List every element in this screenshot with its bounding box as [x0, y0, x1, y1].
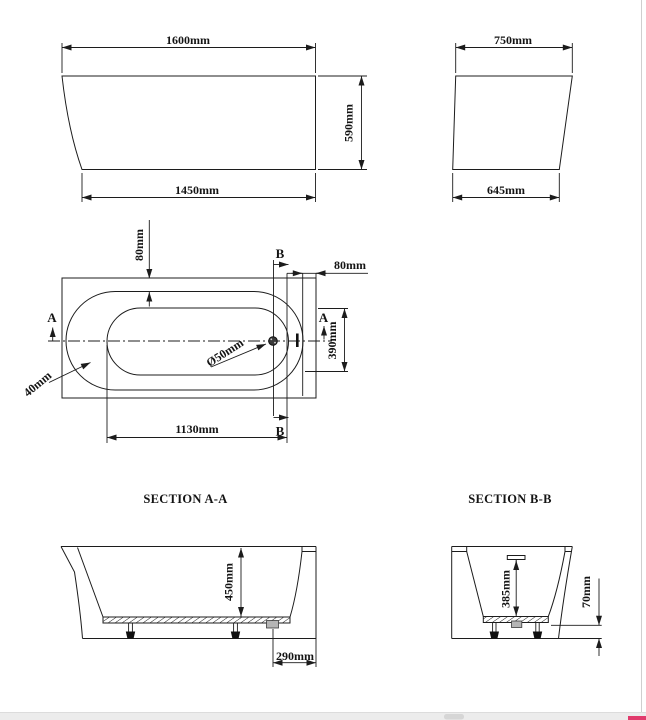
- section-bb-drain-outlet: [512, 621, 522, 628]
- front-width-dimension: [62, 33, 316, 73]
- plan-rim-right-label: 80mm: [334, 258, 366, 272]
- foot-pad: [231, 632, 240, 639]
- section-aa-drain-offset-label: 290mm: [276, 649, 314, 663]
- bottom-scrollbar-track[interactable]: [0, 713, 646, 720]
- section-a-letter-right: A: [318, 310, 329, 325]
- front-width-bottom-label: 1450mm: [175, 183, 219, 197]
- plan-basin-length-dimension: [107, 345, 287, 443]
- plan-rim-top-dimension: [132, 220, 149, 307]
- front-height-dimension: [318, 76, 367, 170]
- overflow-bar: [507, 556, 525, 560]
- section-aa-view: [61, 492, 316, 667]
- front-height-label: 590mm: [341, 104, 356, 142]
- plan-inner-basin: [107, 308, 289, 375]
- plan-footprint-rect: [62, 278, 316, 398]
- plan-drain-diameter-label: Ø50mm: [203, 335, 246, 370]
- section-bb-base-height-dimension: [551, 576, 602, 656]
- accent-bar: [628, 716, 646, 720]
- section-aa-drain-offset-dimension: [273, 629, 316, 667]
- plan-drain-callout: [204, 334, 299, 370]
- drain-highlight-dot: [270, 338, 272, 340]
- plan-wall-thickness-label: 40mm: [20, 368, 55, 400]
- side-tub-outline: [453, 76, 573, 170]
- front-tub-outline: [62, 76, 316, 170]
- section-bb-base-height-label: 70mm: [579, 576, 593, 608]
- foot-pad: [126, 632, 135, 639]
- drain-highlight-dot: [274, 342, 276, 344]
- drain-circle: [269, 337, 278, 346]
- section-b-letter-top: B: [275, 246, 285, 261]
- foot-pad: [490, 632, 499, 639]
- side-elevation-view: [453, 33, 573, 202]
- overflow-marker: [296, 334, 299, 348]
- section-aa-title: SECTION A-A: [143, 492, 228, 506]
- section-a-letter-left: A: [47, 310, 57, 325]
- section-aa-depth-dimension: [222, 548, 242, 617]
- plan-basin-length-label: 1130mm: [175, 422, 219, 436]
- scrollbar-thumb[interactable]: [444, 714, 464, 720]
- section-aa-drain-outlet: [267, 621, 279, 629]
- plan-view: [21, 220, 368, 443]
- plan-basin-width-label: 390mm: [325, 321, 339, 360]
- section-bb-overflow-height-dimension: [499, 561, 517, 617]
- side-width-dimension: [456, 33, 573, 73]
- section-bb-overflow-height-label: 385mm: [498, 570, 513, 608]
- plan-wall-thickness-callout: [21, 363, 91, 400]
- section-bb-title: SECTION B-B: [468, 492, 552, 506]
- foot-pad: [533, 632, 542, 639]
- front-width-top-label: 1600mm: [166, 33, 210, 47]
- section-aa-depth-label: 450mm: [221, 563, 236, 601]
- plan-rim-top-label: 80mm: [132, 229, 146, 261]
- side-width-bottom-label: 645mm: [487, 183, 525, 197]
- front-elevation-view: [62, 33, 367, 202]
- front-bottom-width-dimension: [82, 173, 316, 202]
- side-bottom-width-dimension: [453, 173, 560, 202]
- side-width-top-label: 750mm: [494, 33, 532, 47]
- section-b-letter-bottom: B: [275, 423, 285, 439]
- section-bb-view: [452, 492, 602, 656]
- section-aa-floor-slab: [103, 617, 290, 623]
- section-aa-feet: [126, 623, 240, 639]
